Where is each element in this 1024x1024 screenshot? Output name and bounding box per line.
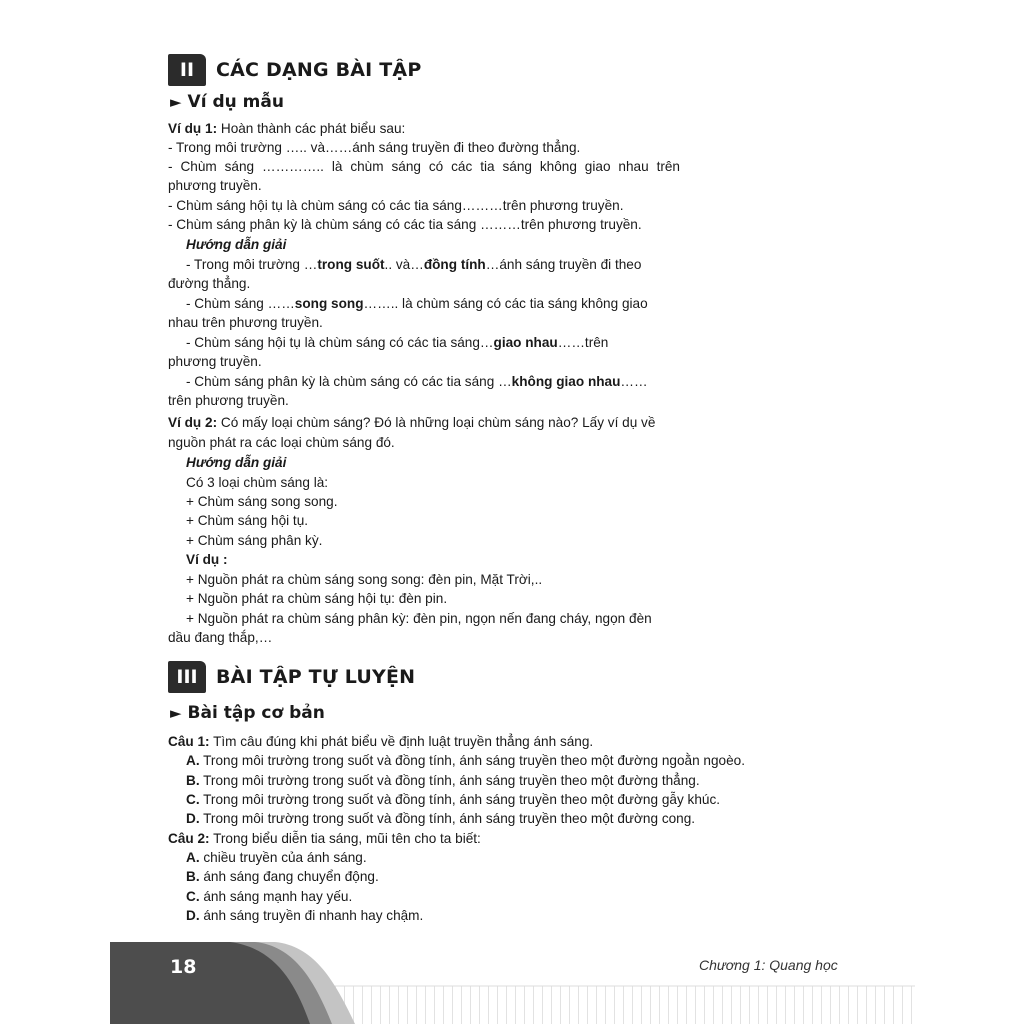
ex1-answer: - Chùm sáng ……song song…….. là chùm sáng có các tia sáng không giao: [186, 296, 648, 311]
ex1-answer: đường thẳng.: [168, 276, 251, 291]
ex1-answer: - Trong môi trường …trong suốt.. và…đồng tính…ánh sáng truyền đi theo: [186, 257, 642, 272]
ex2-prompt: Ví dụ 2: Có mấy loại chùm sáng? Đó là những loại chùm sáng nào? Lấy ví dụ về: [168, 415, 656, 430]
example-heading: ► Ví dụ mẫu: [170, 92, 284, 112]
ex2-prompt: nguồn phát ra các loại chùm sáng đó.: [168, 435, 395, 450]
q2-option-c: C. ánh sáng mạnh hay yếu.: [186, 889, 353, 904]
ex1-answer: nhau trên phương truyền.: [168, 315, 323, 330]
ex2-line: + Chùm sáng hội tụ.: [186, 513, 309, 528]
page-number: 18: [170, 956, 197, 978]
ex2-line: + Nguồn phát ra chùm sáng phân kỳ: đèn pin, ngọn nến đang cháy, ngọn đèn: [186, 611, 652, 626]
chapter-label: Chương 1: Quang học: [699, 957, 838, 973]
triangle-bullet-icon: ►: [170, 704, 182, 722]
guide-heading: Hướng dẫn giải: [186, 455, 287, 470]
ex2-line: + Nguồn phát ra chùm sáng hội tụ: đèn pin.: [186, 591, 448, 606]
ex2-line: + Nguồn phát ra chùm sáng song song: đèn pin, Mặt Trời,..: [186, 572, 543, 587]
q1-option-d: D. Trong môi trường trong suốt và đồng tính, ánh sáng truyền theo một đường cong.: [186, 811, 696, 826]
ex1-line: - Chùm sáng hội tụ là chùm sáng có các tia sáng………trên phương truyền.: [168, 198, 624, 213]
ex2-line: + Chùm sáng phân kỳ.: [186, 533, 323, 548]
footer-stripes: [310, 986, 915, 1024]
ex1-line: - Chùm sáng phân kỳ là chùm sáng có các tia sáng ………trên phương truyền.: [168, 217, 642, 232]
section-number-badge: II: [168, 54, 206, 86]
ex2-line: dầu đang thắp,…: [168, 630, 273, 645]
triangle-bullet-icon: ►: [170, 93, 182, 111]
section-number-badge: III: [168, 661, 206, 693]
section-header-2: [168, 54, 421, 86]
guide-heading: Hướng dẫn giải: [186, 237, 287, 252]
ex1-answer: trên phương truyền.: [168, 393, 289, 408]
section-header-3: [168, 661, 415, 693]
q1-option-a: A. Trong môi trường trong suốt và đồng tính, ánh sáng truyền theo một đường ngoằn ngoèo.: [186, 753, 745, 768]
basic-heading: ► Bài tập cơ bản: [170, 703, 325, 723]
ex2-line: Có 3 loại chùm sáng là:: [186, 475, 329, 490]
q1-option-b: B. Trong môi trường trong suốt và đồng tính, ánh sáng truyền theo một đường thẳng.: [186, 773, 700, 788]
ex1-answer: phương truyền.: [168, 354, 262, 369]
ex1-prompt: Ví dụ 1: Hoàn thành các phát biểu sau:: [168, 121, 406, 136]
q2-option-d: D. ánh sáng truyền đi nhanh hay chậm.: [186, 908, 424, 923]
section-title: CÁC DẠNG BÀI TẬP: [216, 59, 422, 81]
ex1-answer: - Chùm sáng hội tụ là chùm sáng có các tia sáng…giao nhau……trên: [186, 335, 609, 350]
section-title: BÀI TẬP TỰ LUYỆN: [216, 666, 416, 688]
ex1-line: - Chùm sáng ………….. là chùm sáng có các tia sáng không giao nhau trên: [168, 159, 680, 174]
question-1: Câu 1: Tìm câu đúng khi phát biểu về định luật truyền thẳng ánh sáng.: [168, 734, 594, 749]
q2-option-b: B. ánh sáng đang chuyển động.: [186, 869, 379, 884]
q2-option-a: A. chiều truyền của ánh sáng.: [186, 850, 367, 865]
ex2-line: + Chùm sáng song song.: [186, 494, 338, 509]
question-2: Câu 2: Trong biểu diễn tia sáng, mũi tên cho ta biết:: [168, 831, 481, 846]
ex1-answer: - Chùm sáng phân kỳ là chùm sáng có các tia sáng …không giao nhau……: [186, 374, 648, 389]
footer-band: [110, 942, 915, 1024]
ex1-line: phương truyền.: [168, 178, 262, 193]
ex1-line: - Trong môi trường ….. và……ánh sáng truyền đi theo đường thẳng.: [168, 140, 581, 155]
ex2-example-label: Ví dụ :: [186, 552, 228, 567]
q1-option-c: C. Trong môi trường trong suốt và đồng tính, ánh sáng truyền theo một đường gẫy khúc.: [186, 792, 721, 807]
